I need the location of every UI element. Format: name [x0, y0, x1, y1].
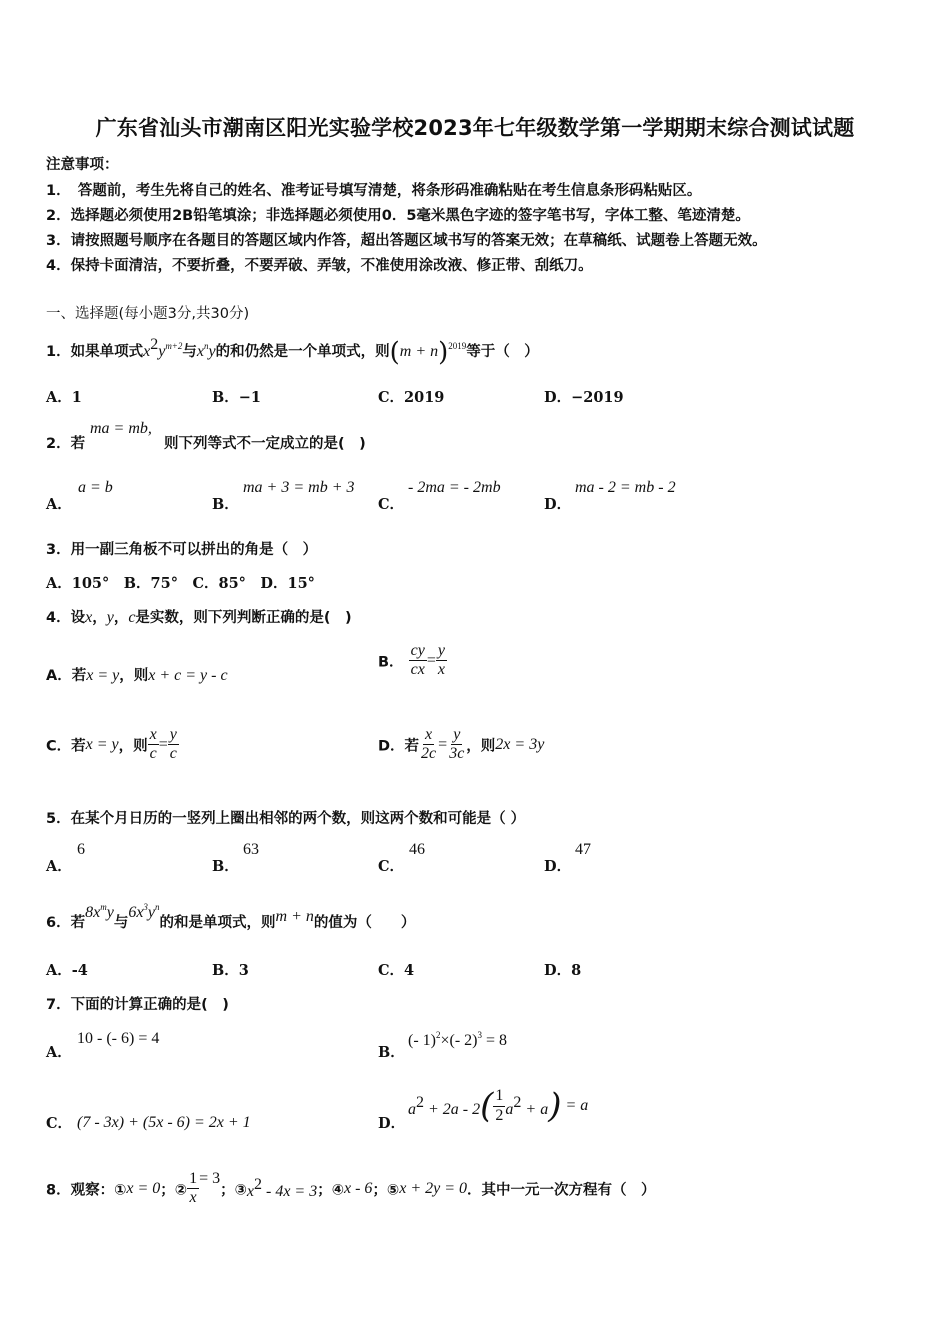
- option-c[interactable]: C．4: [378, 962, 415, 979]
- option-a[interactable]: A．: [46, 496, 72, 513]
- option-b-expr: ma + 3 = mb + 3: [243, 479, 355, 496]
- option-a[interactable]: A．: [46, 1044, 72, 1061]
- option-a[interactable]: A．-4: [46, 962, 88, 979]
- section-heading: 一、选择题(每小题3分,共30分): [46, 306, 250, 322]
- option-a[interactable]: A．1: [46, 389, 82, 406]
- option-c[interactable]: C．若x = y，则 $\frac{x}{c}$ = $\frac{y}{c}$: [46, 726, 177, 763]
- question-2-stem-b: 则下列等式不一定成立的是( ): [164, 436, 366, 452]
- option-b[interactable]: B．3: [212, 962, 249, 979]
- option-d-value: 47: [575, 841, 591, 858]
- option-c-expr: - 2ma = - 2mb: [408, 479, 501, 496]
- option-c-expr: (7 - 3x) + (5x - 6) = 2x + 1: [77, 1114, 251, 1131]
- page-title: 广东省汕头市潮南区阳光实验学校2023年七年级数学第一学期期末综合测试试题: [95, 116, 855, 140]
- option-d[interactable]: D．8: [544, 962, 582, 979]
- question-7-stem: 7．下面的计算正确的是( ): [46, 997, 229, 1013]
- option-c[interactable]: C．: [378, 496, 405, 513]
- note-item: 1． 答题前，考生先将自己的姓名、准考证号填写清楚，将条形码准确粘贴在考生信息条形码粘贴区。: [46, 183, 702, 199]
- question-3-options[interactable]: A．105° B．75° C．85° D．15°: [46, 575, 315, 592]
- option-d[interactable]: D．: [378, 1115, 406, 1132]
- option-c[interactable]: C．2019: [378, 389, 445, 406]
- option-b[interactable]: B．: [212, 858, 239, 875]
- question-8-stem: 8．观察：①x = 0；② $\frac{1}{x}$ = 3；$③x^2 - 4x = 3$；④x - 6；⑤x + 2y = 0．其中一元一次方程有（ ）: [46, 1169, 656, 1207]
- question-3-stem: 3．用一副三角板不可以拼出的角是（ ）: [46, 542, 318, 558]
- option-b[interactable]: B．−1: [212, 389, 261, 406]
- question-4-stem: 4．设x，y，c是实数，则下列判断正确的是( ): [46, 609, 352, 626]
- option-b[interactable]: B．: [212, 496, 239, 513]
- question-6-stem: 6．若$8x^my$与$6x^3y^n$的和是单项式，则m + n的值为（ ）: [46, 902, 416, 931]
- option-d-expr: $a^2 + 2a - 2$( $\frac{1}{2}$ $a^2 + a) = a$: [408, 1086, 589, 1126]
- option-c-value: 46: [409, 841, 425, 858]
- option-a-expr: 10 - (- 6) = 4: [77, 1030, 160, 1047]
- question-2-stem-a: 2．若: [46, 436, 86, 452]
- note-item: 4．保持卡面清洁，不要折叠，不要弄破、弄皱，不准使用涂改液、修正带、刮纸刀。: [46, 258, 593, 274]
- question-2-condition: ma = mb,: [90, 420, 152, 437]
- note-item: 3．请按照题号顺序在各题目的答题区域内作答，超出答题区域书写的答案无效；在草稿纸、试题卷上答题无效。: [46, 233, 767, 249]
- option-d[interactable]: D．: [544, 858, 572, 875]
- notes-heading: 注意事项：: [46, 157, 119, 173]
- option-b[interactable]: B． $\frac{cy}{cx}$ = $\frac{y}{x}$: [378, 642, 445, 679]
- option-a[interactable]: A．: [46, 858, 72, 875]
- option-c[interactable]: C．: [378, 858, 405, 875]
- option-d[interactable]: D．: [544, 496, 572, 513]
- option-b-expr: (- 1)$^2$×(- 2)$^3$ = 8: [408, 1030, 508, 1049]
- option-a-value: 6: [77, 841, 85, 858]
- option-c[interactable]: C．: [46, 1115, 73, 1132]
- option-d-expr: ma - 2 = mb - 2: [575, 479, 676, 496]
- option-d[interactable]: D．−2019: [544, 389, 624, 406]
- question-5-stem: 5．在某个月日历的一竖列上圈出相邻的两个数，则这两个数和可能是（ ）: [46, 811, 526, 827]
- option-b-value: 63: [243, 841, 259, 858]
- option-d[interactable]: D．若 $\frac{x}{2c}$ = $\frac{y}{3c}$ ，则2x = 3y: [378, 726, 545, 763]
- option-b[interactable]: B．: [378, 1044, 405, 1061]
- question-1-stem: 1．如果单项式$x^2y^{m+2}$与$x^ny$的和仍然是一个单项式，则$(m + n)^{2019}$等于（ ）: [46, 336, 539, 368]
- note-item: 2．选择题必须使用2B铅笔填涂；非选择题必须使用0．5毫米黑色字迹的签字笔书写，字体工整、笔迹清楚。: [46, 208, 750, 224]
- option-a[interactable]: A．若x = y，则x + c = y - c: [46, 667, 228, 684]
- option-a-expr: a = b: [78, 479, 113, 496]
